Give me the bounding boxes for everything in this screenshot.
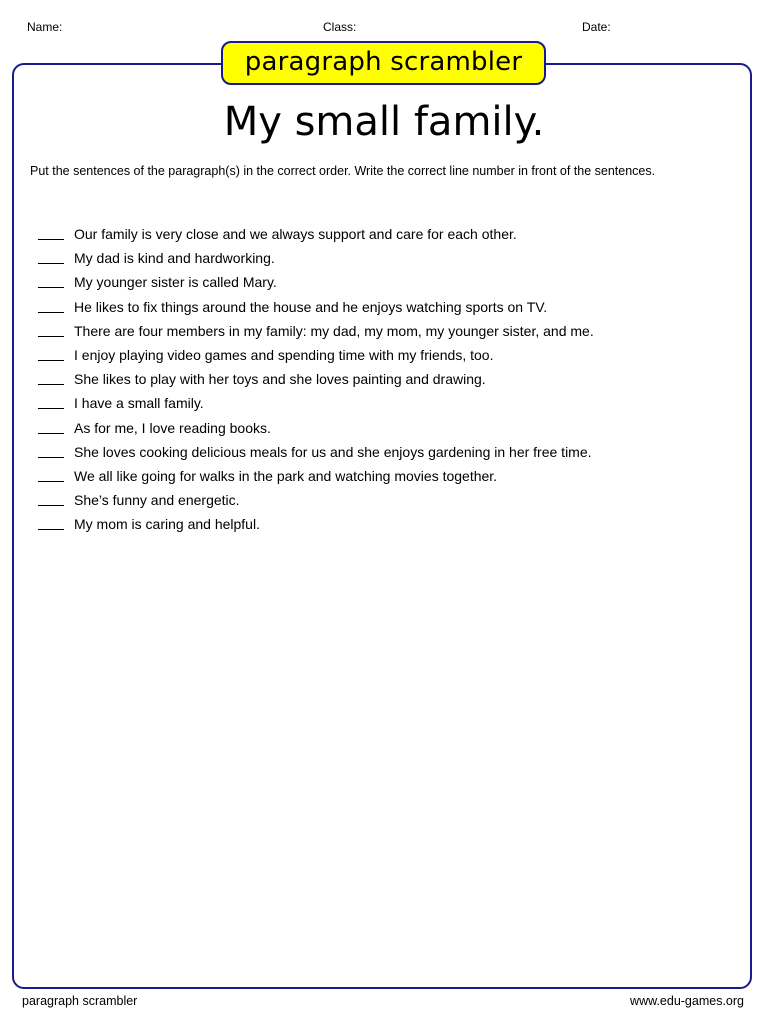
sentence-item (38, 343, 594, 367)
answer-blank[interactable] (38, 480, 64, 482)
sentence-text: I have a small family. (74, 395, 204, 412)
date-field-label: Date: (582, 20, 611, 34)
answer-blank[interactable] (38, 528, 64, 530)
sentence-item (38, 295, 594, 319)
answer-blank[interactable] (38, 335, 64, 337)
sentence-item (38, 319, 594, 343)
sentence-text: We all like going for walks in the park and watching movies together. (74, 467, 498, 484)
sentence-text: As for me, I love reading books. (74, 419, 271, 436)
answer-blank[interactable] (38, 432, 64, 434)
sentence-text: My dad is kind and hardworking. (74, 250, 275, 267)
answer-blank[interactable] (38, 262, 64, 264)
name-field-label: Name: (27, 20, 63, 34)
footer-worksheet-type: paragraph scrambler (22, 994, 138, 1008)
sentence-text: My younger sister is called Mary. (74, 274, 277, 291)
sentence-item (38, 222, 594, 246)
worksheet-title: My small family. (223, 99, 545, 145)
sentence-item (38, 488, 594, 512)
answer-blank[interactable] (38, 311, 64, 313)
sentence-item (38, 391, 594, 415)
answer-blank[interactable] (38, 286, 64, 288)
sentence-list (38, 222, 594, 536)
answer-blank[interactable] (38, 238, 64, 240)
sentence-item (38, 416, 594, 440)
sentence-text: She likes to play with her toys and she loves painting and drawing. (74, 371, 486, 388)
instructions-text: Put the sentences of the paragraph(s) in the correct order. Write the correct line number in front of the sentences. (30, 164, 656, 178)
sentence-item (38, 246, 594, 270)
footer-website: www.edu-games.org (630, 994, 744, 1008)
answer-blank[interactable] (38, 359, 64, 361)
class-field-label: Class: (323, 20, 357, 34)
sentence-item (38, 440, 594, 464)
sentence-text: There are four members in my family: my dad, my mom, my younger sister, and me. (74, 322, 594, 339)
sentence-item (38, 512, 594, 536)
sentence-text: I enjoy playing video games and spending time with my friends, too. (74, 347, 494, 364)
answer-blank[interactable] (38, 456, 64, 458)
answer-blank[interactable] (38, 407, 64, 409)
sentence-item (38, 464, 594, 488)
sentence-item (38, 367, 594, 391)
sentence-item (38, 270, 594, 294)
sentence-text: Our family is very close and we always support and care for each other. (74, 226, 517, 243)
answer-blank[interactable] (38, 383, 64, 385)
sentence-text: My mom is caring and helpful. (74, 516, 260, 533)
sentence-text: She’s funny and energetic. (74, 492, 240, 509)
sentence-text: He likes to fix things around the house and he enjoys watching sports on TV. (74, 298, 548, 315)
worksheet-type-badge: paragraph scrambler (221, 41, 546, 85)
sentence-text: She loves cooking delicious meals for us and she enjoys gardening in her free time. (74, 443, 592, 460)
answer-blank[interactable] (38, 504, 64, 506)
